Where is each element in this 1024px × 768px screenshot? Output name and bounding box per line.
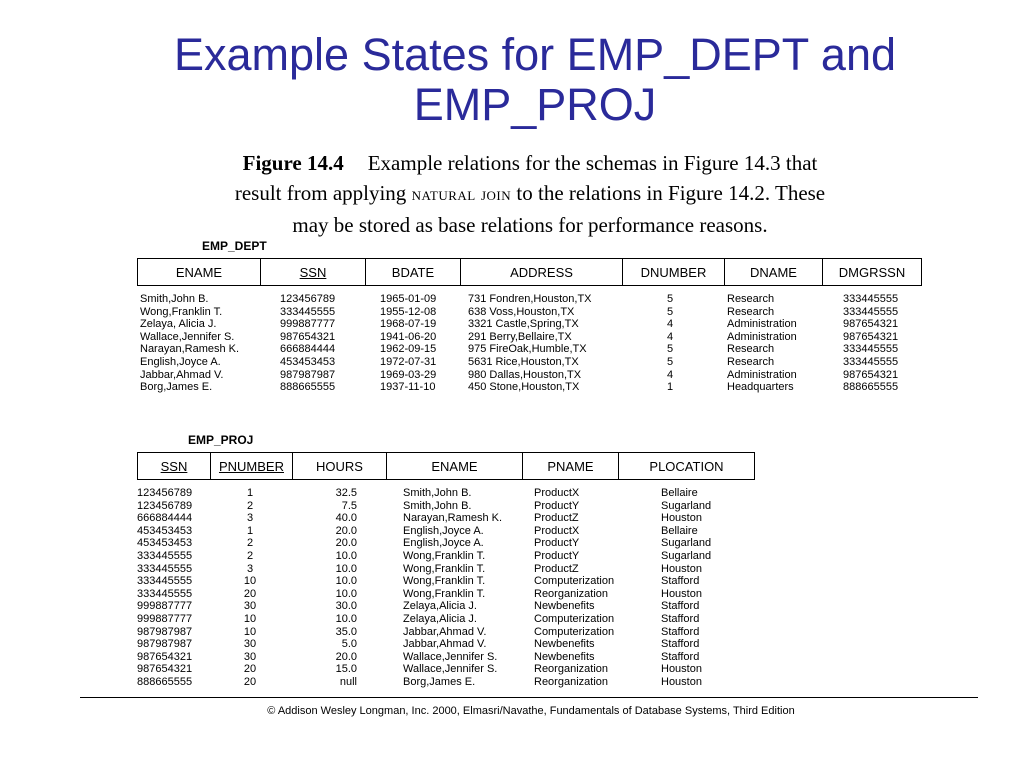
emp-dept-cell-dnumber: 5 <box>666 343 674 356</box>
emp-dept-cell-ename: Borg,James E. <box>140 381 213 394</box>
emp-dept-row <box>140 381 920 394</box>
emp-dept-cell-dnumber: 5 <box>666 355 674 368</box>
emp-dept-cell-ssn: 333445555 <box>280 305 336 318</box>
emp-proj-cell-plocation: Stafford <box>661 575 700 588</box>
emp-proj-cell-pname: ProductZ <box>534 562 579 575</box>
emp-proj-cell-pname: ProductY <box>534 537 580 550</box>
emp-dept-cell-dmgrssn: 333445555 <box>843 305 899 318</box>
emp-proj-cell-ssn: 987987987 <box>137 638 193 651</box>
emp-dept-cell-bdate: 1941-06-20 <box>380 330 437 343</box>
emp-proj-cell-pnumber: 30 <box>243 600 257 613</box>
emp-dept-header-row <box>137 258 922 286</box>
emp-dept-row <box>140 293 920 306</box>
emp-proj-row <box>137 563 757 576</box>
emp-dept-cell-dname: Administration <box>727 368 797 381</box>
emp-proj-header-ssn: SSN <box>138 453 211 479</box>
emp-proj-row <box>137 626 757 639</box>
emp-proj-cell-ename: Wallace,Jennifer S. <box>403 650 498 663</box>
emp-dept-cell-bdate: 1962-09-15 <box>380 343 437 356</box>
emp-proj-cell-ssn: 888665555 <box>137 675 193 688</box>
caption-line2a: result from applying <box>234 181 412 205</box>
emp-proj-header-ename: ENAME <box>387 453 523 479</box>
emp-dept-cell-bdate: 1937-11-10 <box>380 381 436 394</box>
emp-dept-cell-dnumber: 1 <box>666 381 674 394</box>
copyright-footer: © Addison Wesley Longman, Inc. 2000, Elmasri/Navathe, Fundamentals of Database Systems, Third Edition <box>267 705 795 717</box>
emp-dept-cell-bdate: 1965-01-09 <box>380 293 437 305</box>
emp-dept-cell-ssn: 987987987 <box>280 368 336 381</box>
emp-proj-cell-hours: 10.0 <box>335 575 357 588</box>
emp-proj-cell-pnumber: 30 <box>243 638 257 651</box>
emp-dept-cell-address: 980 Dallas,Houston,TX <box>468 368 582 381</box>
emp-proj-cell-pname: Reorganization <box>534 675 608 688</box>
emp-proj-cell-ssn: 453453453 <box>137 524 193 537</box>
emp-proj-cell-ssn: 987654321 <box>137 650 193 663</box>
emp-dept-row <box>140 331 920 344</box>
emp-proj-cell-ssn: 666884444 <box>137 512 193 525</box>
emp-proj-cell-ename: Wong,Franklin T. <box>403 549 486 562</box>
emp-proj-cell-hours: 7.5 <box>341 499 357 512</box>
emp-dept-header-bdate: BDATE <box>366 259 461 285</box>
emp-proj-cell-pnumber: 3 <box>246 562 254 575</box>
emp-dept-cell-ssn: 123456789 <box>280 293 336 305</box>
emp-dept-row <box>140 356 920 369</box>
emp-proj-header-plocation: PLOCATION <box>649 458 724 474</box>
emp-proj-cell-hours: 35.0 <box>335 625 357 638</box>
emp-dept-cell-ssn: 987654321 <box>280 330 336 343</box>
emp-dept-cell-dnumber: 4 <box>666 318 674 331</box>
emp-proj-cell-pnumber: 20 <box>243 663 257 676</box>
emp-proj-cell-ssn: 453453453 <box>137 537 193 550</box>
emp-proj-cell-plocation: Houston <box>661 512 702 525</box>
emp-proj-cell-pname: ProductX <box>534 487 580 499</box>
emp-proj-cell-plocation: Sugarland <box>661 549 712 562</box>
emp-proj-cell-plocation: Houston <box>661 663 702 676</box>
emp-dept-cell-dnumber: 4 <box>666 330 674 343</box>
emp-proj-cell-ename: Zelaya,Alicia J. <box>403 612 477 625</box>
emp-dept-cell-dnumber: 5 <box>666 305 674 318</box>
emp-proj-cell-hours: 20.0 <box>335 524 357 537</box>
emp-proj-cell-pnumber: 10 <box>243 612 257 625</box>
emp-proj-cell-plocation: Houston <box>661 675 702 688</box>
emp-dept-cell-bdate: 1968-07-19 <box>380 318 437 331</box>
emp-proj-cell-pnumber: 20 <box>243 675 257 688</box>
figure-label: Figure 14.4 <box>242 151 344 175</box>
emp-dept-row <box>140 343 920 356</box>
emp-dept-cell-address: 5631 Rice,Houston,TX <box>468 355 579 368</box>
emp-dept-row <box>140 306 920 319</box>
caption-line3: may be stored as base relations for performance reasons. <box>292 213 768 237</box>
emp-dept-cell-address: 731 Fondren,Houston,TX <box>468 293 592 305</box>
emp-dept-cell-ssn: 453453453 <box>280 355 336 368</box>
emp-proj-cell-pnumber: 10 <box>243 575 257 588</box>
emp-dept-cell-ename: Smith,John B. <box>140 293 209 305</box>
emp-proj-cell-pname: Newbenefits <box>534 638 595 651</box>
emp-proj-cell-ename: Zelaya,Alicia J. <box>403 600 477 613</box>
emp-proj-cell-hours: 40.0 <box>335 512 357 525</box>
emp-proj-cell-plocation: Houston <box>661 562 702 575</box>
emp-proj-row <box>137 487 757 500</box>
emp-proj-cell-hours: 20.0 <box>335 650 357 663</box>
emp-proj-cell-ename: Borg,James E. <box>403 675 476 688</box>
emp-proj-cell-hours: 15.0 <box>335 663 357 676</box>
emp-dept-cell-ename: English,Joyce A. <box>140 355 221 368</box>
emp-proj-cell-ssn: 987654321 <box>137 663 193 676</box>
emp-proj-cell-pnumber: 1 <box>246 487 254 499</box>
emp-dept-cell-ssn: 999887777 <box>280 318 336 331</box>
emp-proj-cell-ename: Wallace,Jennifer S. <box>403 663 498 676</box>
emp-proj-cell-hours: 10.0 <box>335 587 357 600</box>
emp-proj-cell-ssn: 999887777 <box>137 612 193 625</box>
caption-natural-join: natural join <box>411 184 512 205</box>
emp-dept-cell-ename: Zelaya, Alicia J. <box>140 318 217 331</box>
emp-dept-header-dnumber: DNUMBER <box>623 259 725 285</box>
emp-dept-row <box>140 318 920 331</box>
emp-proj-cell-ssn: 333445555 <box>137 562 193 575</box>
emp-proj-cell-ename: Jabbar,Ahmad V. <box>403 625 487 638</box>
emp-dept-header-ssn: SSN <box>261 259 366 285</box>
emp-proj-cell-pnumber: 30 <box>243 650 257 663</box>
emp-dept-cell-dmgrssn: 987654321 <box>843 330 899 343</box>
emp-proj-header-hours: HOURS <box>293 453 387 479</box>
emp-proj-cell-hours: 5.0 <box>341 638 357 651</box>
emp-proj-row <box>137 500 757 513</box>
emp-proj-row <box>137 638 757 651</box>
emp-proj-row <box>137 537 757 550</box>
emp-dept-cell-bdate: 1972-07-31 <box>380 355 437 368</box>
emp-proj-cell-ename: English,Joyce A. <box>403 524 484 537</box>
emp-proj-rows <box>137 487 757 689</box>
slide-title-line1: Example States for EMP_DEPT and <box>174 29 896 80</box>
emp-dept-cell-ename: Wong,Franklin T. <box>140 305 223 318</box>
emp-proj-cell-pname: ProductY <box>534 549 580 562</box>
emp-proj-row <box>137 575 757 588</box>
emp-dept-cell-bdate: 1969-03-29 <box>380 368 437 381</box>
emp-dept-cell-dname: Research <box>727 355 775 368</box>
slide-title <box>0 30 1024 130</box>
emp-proj-cell-hours: 32.5 <box>335 487 357 499</box>
emp-proj-cell-hours: 20.0 <box>335 537 357 550</box>
caption-line2b: to the relations in Figure 14.2. These <box>511 181 826 205</box>
emp-proj-cell-pname: Computerization <box>534 575 615 588</box>
emp-proj-row <box>137 663 757 676</box>
emp-proj-cell-ename: Smith,John B. <box>403 499 472 512</box>
emp-proj-cell-ename: Wong,Franklin T. <box>403 587 486 600</box>
emp-proj-row <box>137 676 757 689</box>
emp-proj-cell-pname: Computerization <box>534 612 615 625</box>
emp-proj-cell-pnumber: 2 <box>246 499 254 512</box>
emp-proj-header-pname: PNAME <box>523 453 619 479</box>
emp-proj-cell-hours: null <box>339 675 357 688</box>
emp-proj-cell-pname: ProductY <box>534 499 580 512</box>
emp-dept-cell-dname: Headquarters <box>727 381 794 394</box>
emp-proj-header-pnumber: PNUMBER <box>211 453 293 479</box>
emp-dept-header-dname: DNAME <box>725 259 823 285</box>
emp-dept-cell-address: 3321 Castle,Spring,TX <box>468 318 579 331</box>
emp-dept-cell-dname: Research <box>727 305 775 318</box>
emp-dept-rows <box>140 293 920 394</box>
emp-proj-cell-plocation: Sugarland <box>661 499 712 512</box>
emp-dept-cell-dname: Research <box>727 293 775 305</box>
emp-proj-cell-plocation: Stafford <box>661 612 700 625</box>
emp-proj-row <box>137 525 757 538</box>
emp-dept-cell-dmgrssn: 888665555 <box>843 381 899 394</box>
emp-proj-cell-ename: Jabbar,Ahmad V. <box>403 638 487 651</box>
emp-proj-cell-pnumber: 20 <box>243 587 257 600</box>
emp-proj-row <box>137 600 757 613</box>
emp-dept-header-dmgrssn: DMGRSSN <box>838 264 906 280</box>
emp-dept-cell-address: 638 Voss,Houston,TX <box>468 305 575 318</box>
emp-dept-cell-dname: Administration <box>727 318 797 331</box>
emp-proj-cell-hours: 10.0 <box>335 562 357 575</box>
emp-proj-cell-plocation: Stafford <box>661 600 700 613</box>
emp-proj-cell-plocation: Stafford <box>661 638 700 651</box>
emp-proj-cell-ssn: 999887777 <box>137 600 193 613</box>
emp-dept-cell-dname: Research <box>727 343 775 356</box>
emp-dept-cell-address: 291 Berry,Bellaire,TX <box>468 330 572 343</box>
figure-caption <box>80 148 980 240</box>
emp-proj-cell-hours: 30.0 <box>335 600 357 613</box>
emp-dept-cell-dmgrssn: 987654321 <box>843 368 899 381</box>
emp-dept-cell-ename: Jabbar,Ahmad V. <box>140 368 224 381</box>
emp-proj-cell-hours: 10.0 <box>335 549 357 562</box>
emp-proj-cell-ename: Narayan,Ramesh K. <box>403 512 503 525</box>
emp-proj-cell-ssn: 333445555 <box>137 587 193 600</box>
emp-proj-cell-plocation: Houston <box>661 587 702 600</box>
emp-proj-cell-pnumber: 1 <box>246 524 254 537</box>
emp-proj-cell-pnumber: 2 <box>246 549 254 562</box>
emp-dept-cell-dnumber: 5 <box>666 293 674 305</box>
emp-dept-cell-ssn: 666884444 <box>280 343 336 356</box>
emp-proj-cell-plocation: Bellaire <box>661 524 698 537</box>
emp-proj-cell-ename: Wong,Franklin T. <box>403 562 486 575</box>
emp-proj-row <box>137 588 757 601</box>
emp-proj-cell-ssn: 333445555 <box>137 575 193 588</box>
emp-dept-cell-ssn: 888665555 <box>280 381 336 394</box>
emp-proj-cell-plocation: Stafford <box>661 625 700 638</box>
emp-proj-cell-plocation: Sugarland <box>661 537 712 550</box>
emp-proj-cell-ssn: 123456789 <box>137 487 193 499</box>
emp-proj-table-name: EMP_PROJ <box>188 433 254 447</box>
emp-proj-cell-pnumber: 2 <box>246 537 254 550</box>
emp-proj-cell-ename: English,Joyce A. <box>403 537 484 550</box>
emp-dept-cell-ename: Wallace,Jennifer S. <box>140 330 235 343</box>
emp-proj-cell-plocation: Bellaire <box>661 487 698 499</box>
emp-dept-cell-address: 975 FireOak,Humble,TX <box>468 343 587 356</box>
emp-proj-header-row <box>137 452 755 480</box>
emp-proj-cell-pname: ProductZ <box>534 512 579 525</box>
slide-title-line2: EMP_PROJ <box>413 79 657 130</box>
emp-proj-cell-ssn: 333445555 <box>137 549 193 562</box>
emp-proj-cell-pname: Reorganization <box>534 587 608 600</box>
emp-proj-cell-plocation: Stafford <box>661 650 700 663</box>
emp-proj-cell-ssn: 987987987 <box>137 625 193 638</box>
emp-proj-row <box>137 512 757 525</box>
emp-proj-cell-hours: 10.0 <box>335 612 357 625</box>
emp-proj-cell-pnumber: 3 <box>246 512 254 525</box>
emp-dept-row <box>140 369 920 382</box>
emp-dept-cell-bdate: 1955-12-08 <box>380 305 437 318</box>
footer-divider <box>80 697 978 698</box>
emp-dept-cell-dnumber: 4 <box>666 368 674 381</box>
emp-dept-cell-address: 450 Stone,Houston,TX <box>468 381 580 394</box>
emp-proj-cell-ssn: 123456789 <box>137 499 193 512</box>
emp-dept-cell-dmgrssn: 333445555 <box>843 293 899 305</box>
emp-dept-header-address: ADDRESS <box>461 259 623 285</box>
caption-line1: Example relations for the schemas in Figure 14.3 that <box>367 151 818 175</box>
emp-proj-cell-pname: Computerization <box>534 625 615 638</box>
emp-proj-cell-pname: Newbenefits <box>534 600 595 613</box>
emp-proj-cell-pname: Newbenefits <box>534 650 595 663</box>
emp-dept-cell-dmgrssn: 333445555 <box>843 355 899 368</box>
emp-dept-table-name: EMP_DEPT <box>202 239 267 253</box>
emp-proj-row <box>137 651 757 664</box>
emp-proj-row <box>137 613 757 626</box>
emp-dept-cell-ename: Narayan,Ramesh K. <box>140 343 240 356</box>
emp-proj-cell-ename: Smith,John B. <box>403 487 472 499</box>
emp-proj-cell-ename: Wong,Franklin T. <box>403 575 486 588</box>
emp-dept-cell-dmgrssn: 987654321 <box>843 318 899 331</box>
emp-dept-header-ename: ENAME <box>138 259 261 285</box>
emp-proj-cell-pname: ProductX <box>534 524 580 537</box>
emp-dept-cell-dname: Administration <box>727 330 797 343</box>
emp-proj-cell-pname: Reorganization <box>534 663 608 676</box>
emp-dept-cell-dmgrssn: 333445555 <box>843 343 899 356</box>
emp-proj-row <box>137 550 757 563</box>
emp-proj-cell-pnumber: 10 <box>243 625 257 638</box>
